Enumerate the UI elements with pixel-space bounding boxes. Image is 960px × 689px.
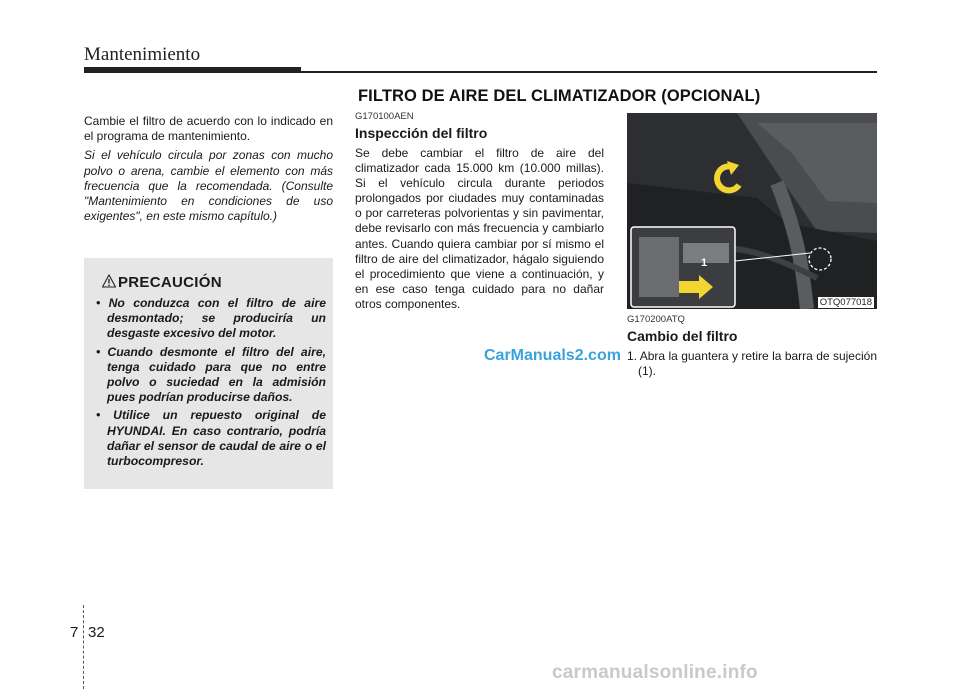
change-step-1: 1. Abra la guantera y retire la barra de sujeción (1). <box>627 349 877 379</box>
warning-icon <box>102 274 116 288</box>
inspection-code: G170100AEN <box>355 111 414 122</box>
caution-item: • Cuando desmonte el filtro del aire, tenga cuidado para que no entre polvo o suciedad en la admisión pues podrían producirse daños. <box>96 344 326 405</box>
intro-column <box>84 114 333 224</box>
watermark-link[interactable]: CarManuals2.com <box>484 347 621 364</box>
caution-item: • Utilice un repuesto original de HYUNDAI. En caso contrario, podría dañar el sensor de caudal de aire o el turbocompresor. <box>96 408 326 469</box>
header-rule-thin <box>301 71 877 73</box>
change-column <box>627 314 877 379</box>
glovebox-figure <box>627 113 877 309</box>
caution-item: • No conduzca con el filtro de aire desmontado; se produciría un desgaste excesivo del motor. <box>96 296 326 341</box>
intro-note: Si el vehículo circula por zonas con mucho polvo o arena, cambie el elemento con más frecuencia que la recomendada. (Consulte "Mantenimiento en condiciones de uso exigentes", en este mismo capítulo.) <box>84 148 333 224</box>
page-number: 32 <box>88 624 105 641</box>
inspection-heading: Inspección del filtro <box>355 125 488 141</box>
intro-paragraph: Cambie el filtro de acuerdo con lo indicado en el programa de mantenimiento. <box>84 114 333 144</box>
glovebox-illustration <box>627 113 877 309</box>
section-title: FILTRO DE AIRE DEL CLIMATIZADOR (OPCIONAL) <box>358 87 761 105</box>
change-code: G170200ATQ <box>627 314 685 325</box>
caution-list <box>90 296 326 472</box>
site-watermark[interactable]: carmanualsonline.info <box>552 662 758 683</box>
footer-divider <box>83 605 84 689</box>
chapter-number: 7 <box>70 624 79 641</box>
inspection-body: Se debe cambiar el filtro de aire del climatizador cada 15.000 km (10.000 millas). Si el vehículo circula durante periodos prolongados por ciudades muy contaminadas o por carreteras polvorientas y sin pavimentar, debe revisarlo con más frecuencia y cambiarlo antes. Cuando quiera cambiar por sí mismo el filtro de aire del climatizador, hágalo siguiendo el procedimiento que viene a continuación, y en ese caso tenga cuidado para no dañar otros componentes. <box>355 146 604 311</box>
header-section-title: Mantenimiento <box>84 44 201 65</box>
change-heading: Cambio del filtro <box>627 328 738 344</box>
inspection-column <box>355 111 604 312</box>
figure-caption: OTQ077018 <box>819 297 872 308</box>
callout-number: 1 <box>701 257 708 269</box>
caution-box <box>84 258 333 489</box>
caution-title: PRECAUCIÓN <box>118 274 222 291</box>
header-rule-thick <box>84 67 301 73</box>
